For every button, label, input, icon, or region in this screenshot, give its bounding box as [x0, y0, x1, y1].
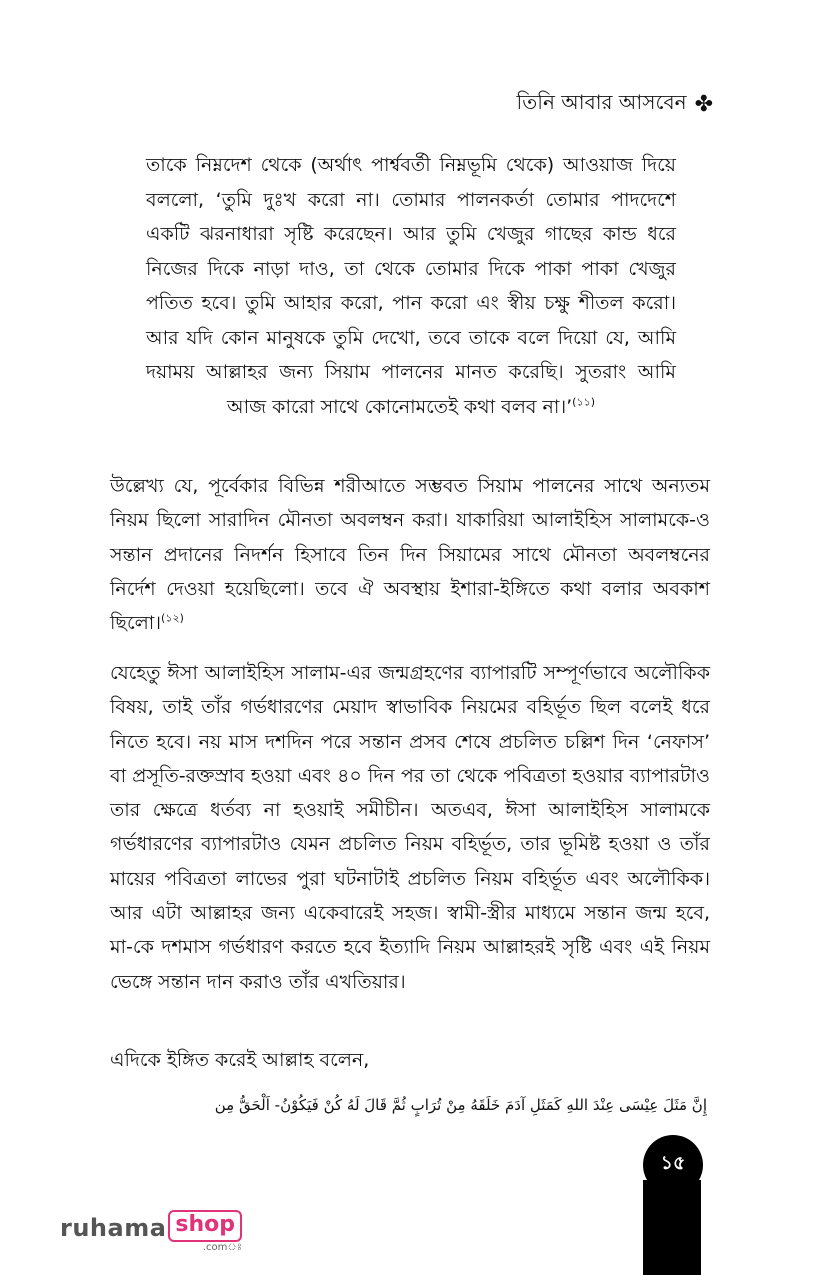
logo-shop-text: shop [168, 1210, 242, 1242]
body-paragraph-1 [110, 469, 710, 640]
running-header-title: তিনি আবার আসবেন [516, 90, 687, 114]
running-header [517, 88, 713, 121]
body-paragraph-2 [110, 656, 710, 999]
paragraph-2-text: যেহেতু ঈসা আলাইহিস সালাম-এর জন্মগ্রহণের ব্যাপারটি সম্পূর্ণভাবে অলৌকিক বিষয়, তাই তাঁর গর্ভধারণের মেয়াদ স্বাভাবিক নিয়মের বহির্ভূত ছিল বলেই ধরে নিতে হবে। নয় মাস দশদিন পরে সন্তান প্রসব শেষে প্রচলিত চল্লিশ দিন ‘নেফাস’ বা প্রসূতি-রক্তস্রাব হওয়া এবং ৪০ দিন পর তা থেকে পবিত্রতা হওয়ার ব্যাপারটাও তার ক্ষেত্রে ধর্তব্য না হওয়াই সমীচীন। অতএব, ঈসা আলাইহিস সালামকে গর্ভধারণের ব্যাপারটাও যেমন প্রচলিত নিয়ম বহির্ভূত, তার ভূমিষ্ট হওয়া ও তাঁর মায়ের পবিত্রতা লাভের পুরা ঘটনাটাই প্রচলিত নিয়ম বহির্ভূত এবং অলৌকিক। আর এটা আল্লাহর জন্য একেবারেই সহজ। স্বামী-স্ত্রীর মাধ্যমে সন্তান জন্ম হবে, মা-কে দশমাস গর্ভধারণ করতে হবে ইত্যাদি নিয়ম আল্লাহরই সৃষ্টি এবং এই নিয়ম ভেঙ্গে সন্তান দান করাও তাঁর এখতিয়ার। [110, 662, 710, 993]
logo-wordmark: ruhama [60, 1214, 167, 1242]
page-number: ১৫ [643, 1135, 703, 1195]
quran-translation-quote [146, 148, 676, 424]
ornament-icon: ✤ [694, 91, 713, 117]
publisher-logo [60, 1210, 243, 1253]
footnote-marker: (১১) [572, 395, 596, 409]
footnote-marker: (১২) [161, 611, 184, 625]
quote-text: তাকে নিম্নদেশ থেকে (অর্থাৎ পার্শ্ববর্তী নিম্নভূমি থেকে) আওয়াজ দিয়ে বললো, ‘তুমি দুঃখ করো না। তোমার পালনকর্তা তোমার পাদদেশে একটি ঝরনাধারা সৃষ্টি করেছেন। আর তুমি খেজুর গাছের কান্ড ধরে নিজের দিকে নাড়া দাও, তা থেকে তোমার দিকে পাকা পাকা খেজুর পতিত হবে। তুমি আহার করো, পান করো এং স্বীয় চক্ষু শীতল করো। আর যদি কোন মানুষকে তুমি দেখো, তবে তাকে বলে দিয়ো যে, আমি দয়াময় আল্লাহর জন্য সিয়াম পালনের মানত করেছি। সুতরাং আমি আজ কারো সাথে কোনোমতেই কথা বলব না।’ [146, 154, 676, 418]
verse-intro-line: এদিকে ইঙ্গিত করেই আল্লাহ বলেন, [110, 1049, 370, 1071]
logo-shop-badge [168, 1210, 243, 1253]
arabic-verse: إِنَّ مَثَلَ عِيْسَى عِنْدَ اللهِ كَمَثَلِ آدَمَ خَلَقَهُ مِنْ تُرَابٍ ثُمَّ قَالَ لَهُ كُنْ فَيَكُوْنُ- اَلْحَقُّ مِن [214, 1096, 707, 1114]
paragraph-1-text: উল্লেখ্য যে, পূর্বেকার বিভিন্ন শরীআতে সম্ভবত সিয়াম পালনের সাথে অন্যতম নিয়ম ছিলো সারাদিন মৌনতা অবলম্বন করা। যাকারিয়া আলাইহিস সালামকে-ও সন্তান প্রদানের নিদর্শন হিসাবে তিন দিন সিয়ামের সাথে মৌনতা অবলম্বনের নির্দেশ দেওয়া হয়েছিলো। তবে ঐ অবস্থায় ইশারা-ইঙ্গিতে কথা বলার অবকাশ ছিলো। [110, 475, 710, 635]
logo-domain-suffix: .comঃ [202, 1242, 243, 1253]
